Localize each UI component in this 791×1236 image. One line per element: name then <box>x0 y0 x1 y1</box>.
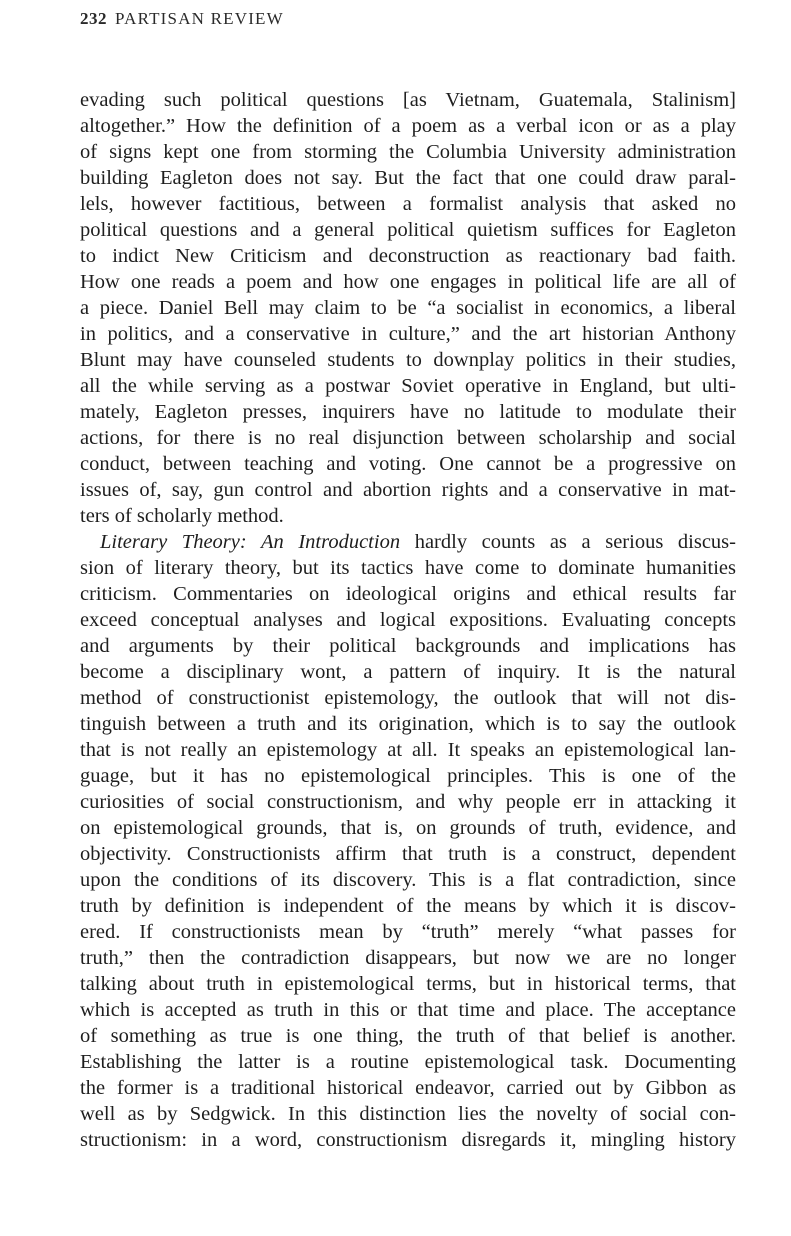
text-line: political questions and a general political quietism suffices for Eagleton <box>80 219 736 241</box>
body-text <box>80 87 736 1153</box>
text-line: upon the conditions of its discovery. This is a flat contradiction, since <box>80 869 736 891</box>
text-line: lels, however factitious, between a formalist analysis that asked no <box>80 193 736 215</box>
paragraph-2 <box>80 529 736 1153</box>
text-segment: hardly counts as a serious discus- <box>400 531 736 553</box>
text-line: evading such political questions [as Vietnam, Guatemala, Stalinism] <box>80 89 736 111</box>
book-title: Literary Theory: An Introduction <box>100 531 401 553</box>
paragraph-1 <box>80 87 736 529</box>
text-line: well as by Sedgwick. In this distinction lies the novelty of social con- <box>80 1103 736 1125</box>
text-line: which is accepted as truth in this or that time and place. The acceptance <box>80 999 736 1021</box>
text-line: Establishing the latter is a routine epistemological task. Documenting <box>80 1051 736 1073</box>
text-line: altogether.” How the definition of a poem as a verbal icon or as a play <box>80 115 736 137</box>
text-line: objectivity. Constructionists affirm that truth is a construct, dependent <box>80 843 736 865</box>
text-line: tinguish between a truth and its origination, which is to say the outlook <box>80 713 736 735</box>
page-number: 232 <box>80 9 107 28</box>
text-line: become a disciplinary wont, a pattern of inquiry. It is the natural <box>80 661 736 683</box>
text-line-first <box>80 529 736 555</box>
text-line: ered. If constructionists mean by “truth” merely “what passes for <box>80 921 736 943</box>
text-line: and arguments by their political backgrounds and implications has <box>80 635 736 657</box>
text-line: in politics, and a conservative in culture,” and the art historian Anthony <box>80 323 736 345</box>
text-line: Blunt may have counseled students to downplay politics in their studies, <box>80 349 736 371</box>
text-line: on epistemological grounds, that is, on grounds of truth, evidence, and <box>80 817 736 839</box>
text-line: ters of scholarly method. <box>80 505 284 527</box>
text-line: a piece. Daniel Bell may claim to be “a socialist in economics, a liberal <box>80 297 736 319</box>
text-line: all the while serving as a postwar Soviet operative in England, but ulti- <box>80 375 736 397</box>
text-line: truth by definition is independent of the means by which it is discov- <box>80 895 736 917</box>
journal-title: PARTISAN REVIEW <box>115 9 284 28</box>
text-line: issues of, say, gun control and abortion rights and a conservative in mat- <box>80 479 736 501</box>
text-line: sion of literary theory, but its tactics have come to dominate humanities <box>80 557 736 579</box>
text-line: talking about truth in epistemological terms, but in historical terms, that <box>80 973 736 995</box>
text-line: building Eagleton does not say. But the fact that one could draw paral- <box>80 167 736 189</box>
text-line: mately, Eagleton presses, inquirers have no latitude to modulate their <box>80 401 736 423</box>
text-line: actions, for there is no real disjunction between scholarship and social <box>80 427 736 449</box>
text-line: criticism. Commentaries on ideological origins and ethical results far <box>80 583 736 605</box>
text-line: exceed conceptual analyses and logical expositions. Evaluating concepts <box>80 609 736 631</box>
text-line: to indict New Criticism and deconstruction as reactionary bad faith. <box>80 245 736 267</box>
text-line: of something as true is one thing, the truth of that belief is another. <box>80 1025 736 1047</box>
text-line: guage, but it has no epistemological principles. This is one of the <box>80 765 736 787</box>
text-line: method of constructionist epistemology, the outlook that will not dis- <box>80 687 736 709</box>
text-line: curiosities of social constructionism, and why people err in attacking it <box>80 791 736 813</box>
text-line: structionism: in a word, constructionism disregards it, mingling history <box>80 1129 736 1151</box>
text-line: that is not really an epistemology at all. It speaks an epistemological lan- <box>80 739 736 761</box>
running-head <box>80 9 284 29</box>
text-line: truth,” then the contradiction disappears, but now we are no longer <box>80 947 736 969</box>
text-line: of signs kept one from storming the Columbia University administration <box>80 141 736 163</box>
text-line: How one reads a poem and how one engages in political life are all of <box>80 271 736 293</box>
text-line: the former is a traditional historical endeavor, carried out by Gibbon as <box>80 1077 736 1099</box>
text-line: conduct, between teaching and voting. One cannot be a progressive on <box>80 453 736 475</box>
